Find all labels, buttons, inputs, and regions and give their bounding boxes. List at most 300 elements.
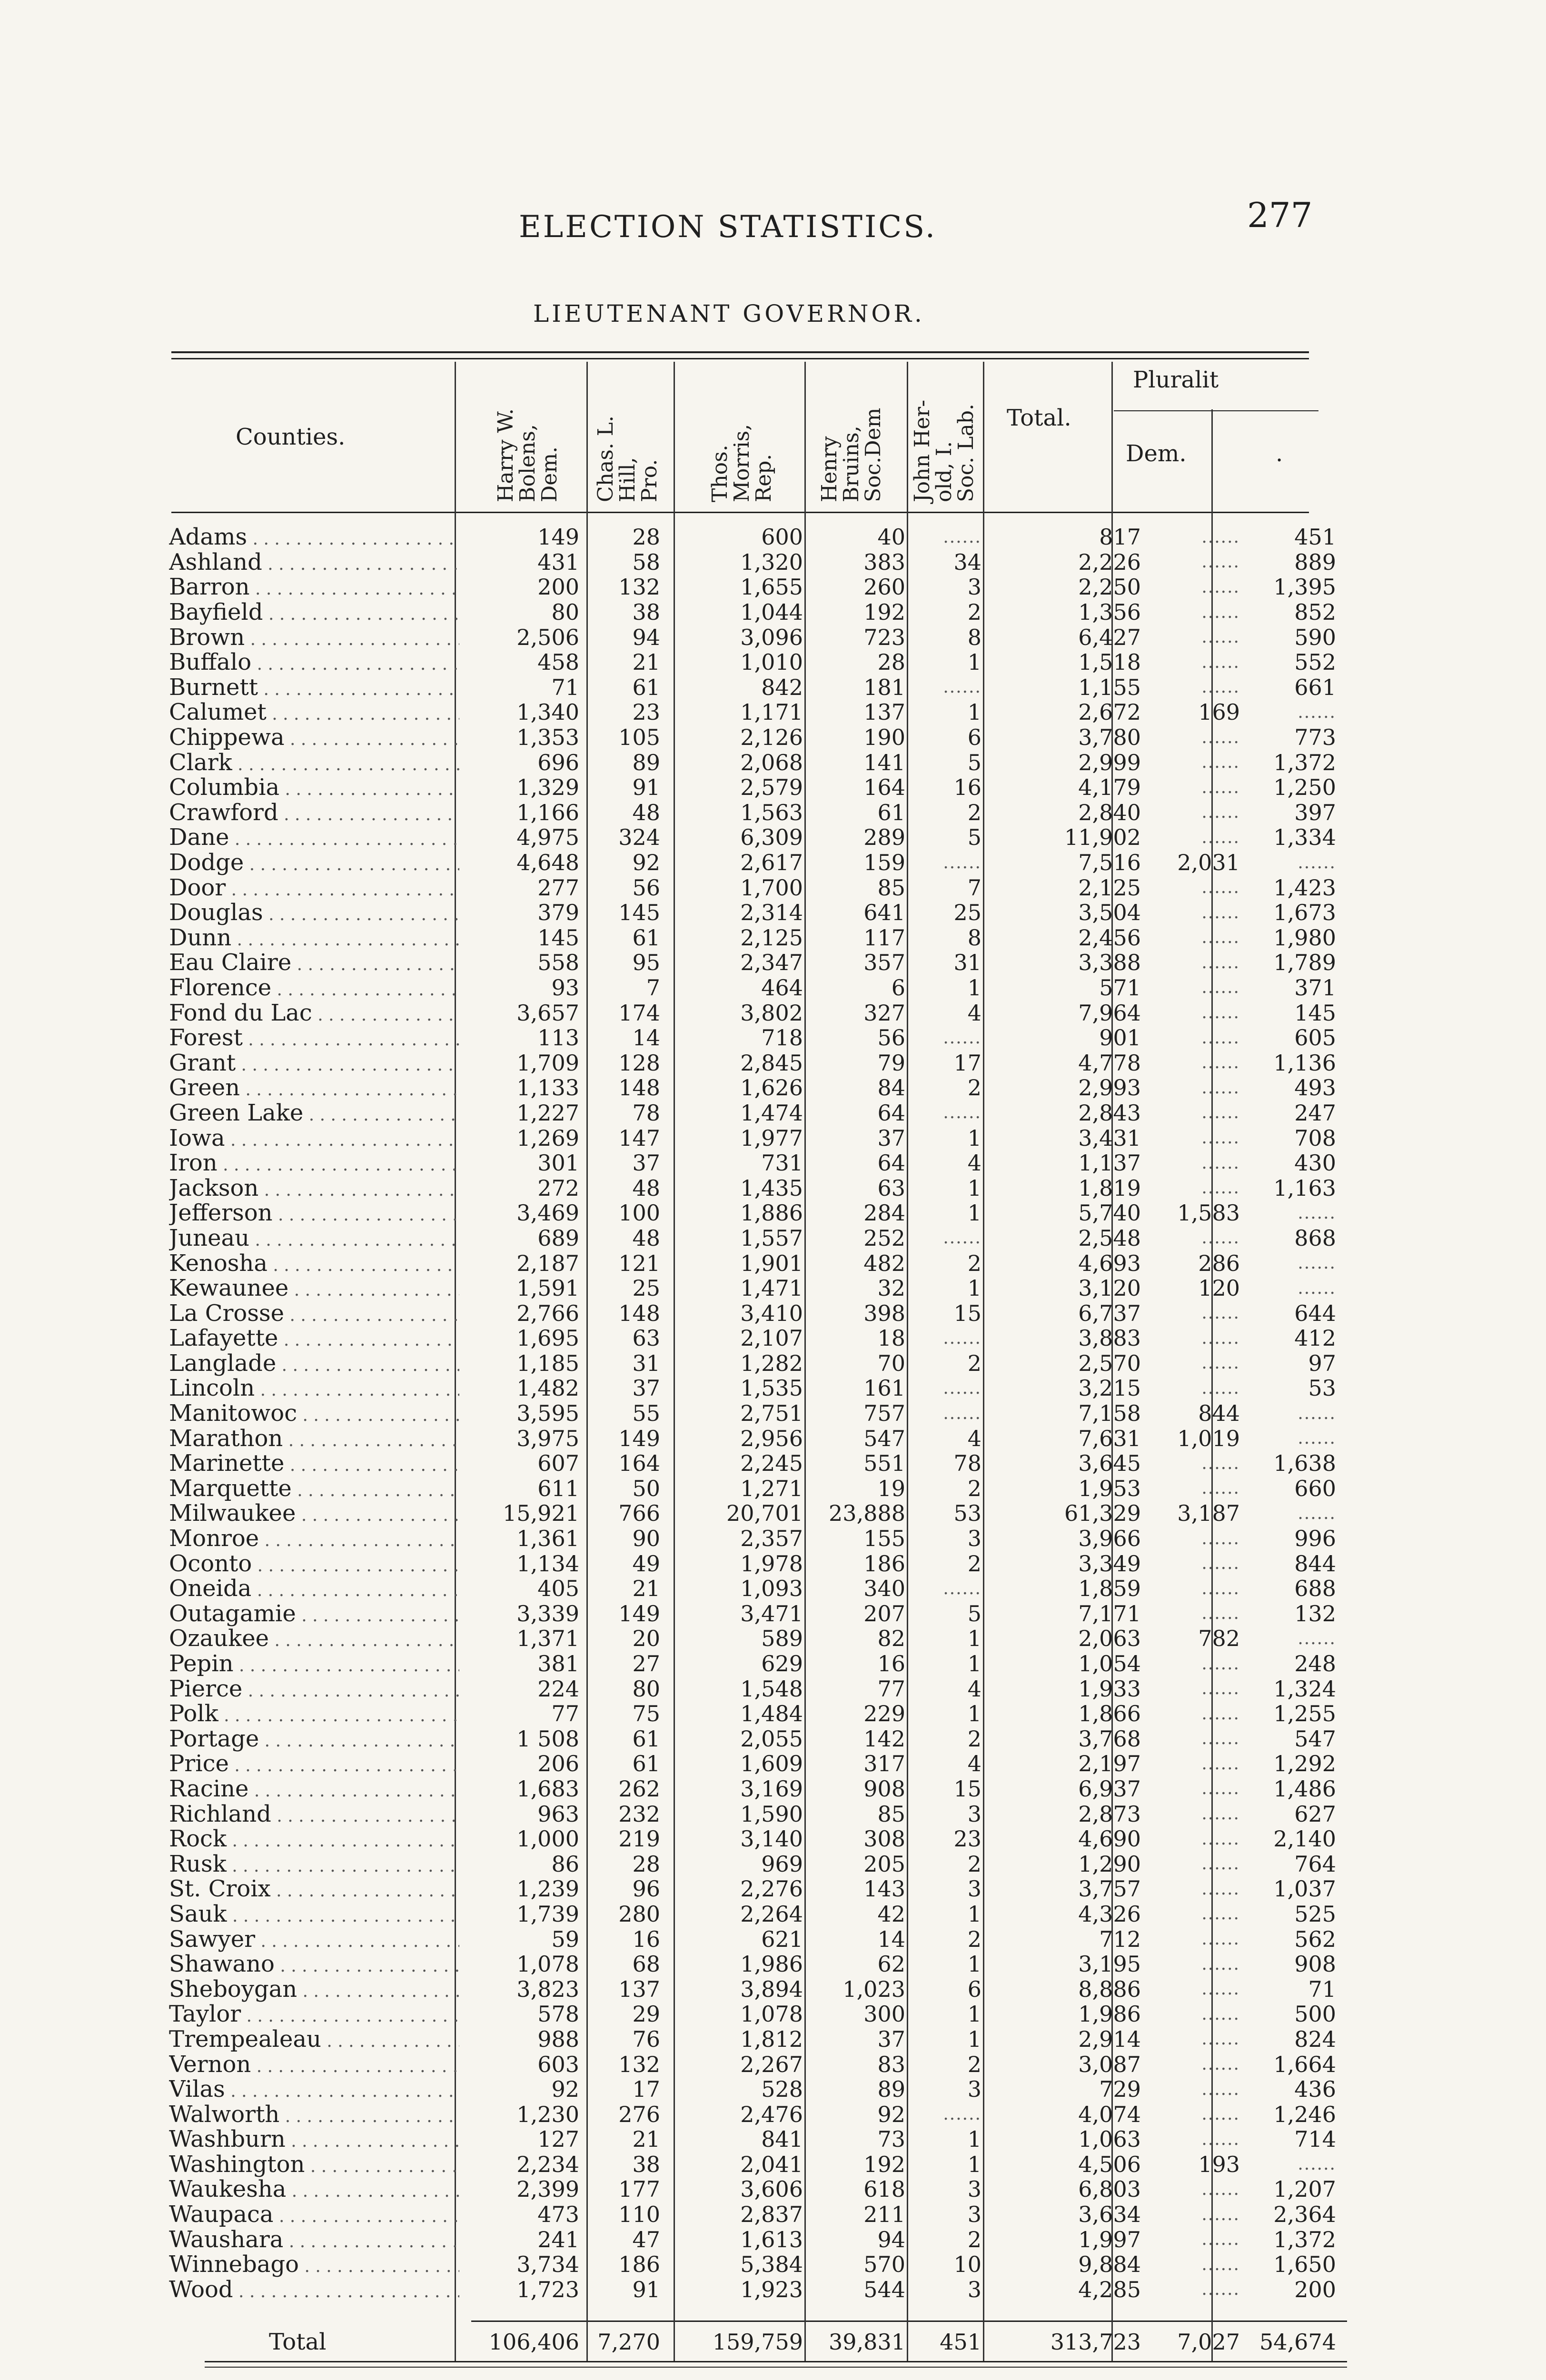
cell-morris: 1,901 [740, 1250, 803, 1276]
cell-hill: 174 [618, 1000, 660, 1026]
cell-rep: 844 [1294, 1550, 1336, 1577]
cell-bruins: 190 [863, 724, 905, 751]
cell-herold: 3 [967, 2202, 981, 2228]
cell-total: 2,125 [1078, 874, 1141, 901]
cell-hill: 49 [632, 1550, 660, 1577]
table-row [169, 1902, 1345, 1927]
cell-total: 2,843 [1078, 1100, 1141, 1126]
cell-morris: 2,041 [740, 2151, 803, 2177]
cell-total: 4,074 [1078, 2101, 1141, 2127]
cell-hill: 37 [632, 1375, 660, 1401]
cell-bruins: 289 [863, 824, 905, 851]
cell-rep: 248 [1294, 1651, 1336, 1677]
cell-hill: 7 [646, 974, 660, 1001]
cell-bolens: 80 [551, 599, 579, 625]
cell-rep: 200 [1294, 2276, 1336, 2302]
cell-bruins: 181 [863, 674, 905, 700]
cell-hill: 324 [618, 824, 660, 851]
cell-hill: 61 [632, 924, 660, 951]
cell-morris: 3,410 [740, 1300, 803, 1326]
cell-bruins: 300 [863, 2001, 905, 2027]
cell-total: 4,285 [1078, 2276, 1141, 2302]
table-row [169, 925, 1345, 951]
cell-herold: 15 [953, 1300, 981, 1326]
cell-morris: 2,276 [740, 1876, 803, 1902]
cell-dem: ...... [1201, 1178, 1240, 1198]
cell-morris: 2,617 [740, 850, 803, 876]
cell-total: 2,456 [1078, 924, 1141, 951]
cell-rep: 660 [1294, 1475, 1336, 1501]
table-row [169, 550, 1345, 575]
cell-bruins: 207 [863, 1600, 905, 1626]
cell-total: 2,570 [1078, 1350, 1141, 1376]
cell-bolens: 15,921 [503, 1500, 579, 1527]
herold-header: John Her- old, I. Soc. Lab. [910, 399, 979, 502]
table-row [169, 1075, 1345, 1101]
cell-dem: 193 [1198, 2151, 1240, 2177]
cell-morris: 621 [761, 1926, 803, 1952]
county-name: Lafayette . . . [169, 1325, 459, 1351]
cell-bruins: 19 [877, 1475, 905, 1501]
county-name: Iron . . . [169, 1150, 459, 1176]
cell-herold: 1 [967, 699, 981, 725]
cell-bolens: 2,187 [516, 1250, 579, 1276]
cell-dem: ...... [1201, 1829, 1240, 1849]
county-name: Washington . . . [169, 2151, 459, 2178]
cell-herold: 3 [967, 574, 981, 600]
cell-herold: 2 [967, 1851, 981, 1877]
cell-herold: 2 [967, 1550, 981, 1577]
cell-herold: ...... [943, 1378, 981, 1398]
county-name: Juneau . . . [169, 1225, 459, 1251]
cell-morris: 2,267 [740, 2051, 803, 2077]
cell-hill: 37 [632, 1150, 660, 1176]
table-row [169, 1050, 1345, 1075]
cell-rep: 1,292 [1273, 1751, 1336, 1777]
cell-herold: 2 [967, 599, 981, 625]
cell-dem: ...... [1201, 1554, 1240, 1574]
cell-hill: 262 [618, 1775, 660, 1802]
cell-total: 1,155 [1078, 674, 1141, 700]
cell-bruins: 211 [863, 2202, 905, 2228]
county-name: Florence . . . [169, 974, 459, 1001]
cell-dem: 844 [1198, 1400, 1240, 1427]
county-name: Sawyer . . . [169, 1926, 459, 1953]
hill-header: Chas. L. Hill, Pro. [594, 416, 662, 502]
cell-bolens: 206 [537, 1751, 579, 1777]
cell-bruins: 56 [877, 1025, 905, 1051]
cell-morris: 2,126 [740, 724, 803, 751]
cell-morris: 1,474 [740, 1100, 803, 1126]
table-row [169, 900, 1345, 925]
cell-bolens: 200 [537, 574, 579, 600]
cell-herold: 6 [967, 1976, 981, 2002]
cell-hill: 61 [632, 1726, 660, 1752]
cell-hill: 148 [618, 1300, 660, 1326]
cell-herold: 2 [967, 1726, 981, 1752]
cell-herold: 1 [967, 1200, 981, 1226]
cell-rep: 1,638 [1273, 1450, 1336, 1477]
cell-dem: ...... [1201, 527, 1240, 547]
cell-herold: 2 [967, 799, 981, 825]
cell-hill: 48 [632, 1225, 660, 1251]
cell-herold: 3 [967, 1801, 981, 1827]
cell-total: 1,953 [1078, 1475, 1141, 1501]
cell-dem: ...... [1201, 803, 1240, 823]
cell-bolens: 272 [537, 1175, 579, 1201]
cell-herold: 1 [967, 1951, 981, 1977]
cell-bolens: 1,739 [516, 1901, 579, 1927]
cell-total: 7,171 [1078, 1600, 1141, 1626]
cell-total: 3,504 [1078, 900, 1141, 926]
cell-morris: 1,044 [740, 599, 803, 625]
cell-bolens: 2,399 [516, 2176, 579, 2202]
cell-total: 6,803 [1078, 2176, 1141, 2202]
cell-rep: 644 [1294, 1300, 1336, 1326]
cell-dem: ...... [1201, 1128, 1240, 1148]
cell-rep: 996 [1294, 1526, 1336, 1552]
county-name: Adams . . . [169, 524, 459, 550]
cell-rep: 708 [1294, 1125, 1336, 1151]
counties-header: Counties. [236, 424, 346, 450]
cell-dem: ...... [1201, 1904, 1240, 1924]
cell-hill: 105 [618, 724, 660, 751]
cell-hill: 177 [618, 2176, 660, 2202]
cell-herold: 1 [967, 1275, 981, 1301]
cell-total: 4,326 [1078, 1901, 1141, 1927]
cell-morris: 1,609 [740, 1751, 803, 1777]
cell-morris: 1,535 [740, 1375, 803, 1401]
cell-bruins: 618 [863, 2176, 905, 2202]
cell-bruins: 64 [877, 1100, 905, 1126]
cell-total: 11,902 [1064, 824, 1141, 851]
table-row [169, 1451, 1345, 1476]
cell-total: 2,548 [1078, 1225, 1141, 1251]
cell-bolens: 1,353 [516, 724, 579, 751]
cell-morris: 1,923 [740, 2276, 803, 2302]
cell-herold: 1 [967, 1175, 981, 1201]
cell-herold: 1 [967, 2026, 981, 2052]
cell-bolens: 3,469 [516, 1200, 579, 1226]
cell-herold: 1 [967, 1626, 981, 1652]
table-row [169, 600, 1345, 625]
cell-hill: 137 [618, 1976, 660, 2002]
cell-dem: ...... [1201, 777, 1240, 797]
cell-bruins: 70 [877, 1350, 905, 1376]
cell-bolens: 1,185 [516, 1350, 579, 1376]
table-row [169, 1276, 1345, 1301]
cell-hill: 186 [618, 2251, 660, 2278]
cell-morris: 1,078 [740, 2001, 803, 2027]
table-row [169, 700, 1345, 725]
table-row [169, 825, 1345, 850]
cell-dem: ...... [1201, 1804, 1240, 1824]
cell-rep: 714 [1294, 2126, 1336, 2152]
county-name: Sheboygan . . . [169, 1976, 459, 2003]
cell-herold: 8 [967, 624, 981, 650]
county-name: Vilas . . . [169, 2076, 459, 2102]
totals-dem: 7,027 [1177, 2329, 1240, 2355]
cell-morris: 1,655 [740, 574, 803, 600]
cell-total: 7,516 [1078, 850, 1141, 876]
cell-bolens: 1,000 [516, 1826, 579, 1852]
cell-morris: 1,320 [740, 549, 803, 575]
county-name: St. Croix . . . [169, 1875, 459, 1902]
cell-herold: 5 [967, 824, 981, 851]
cell-bolens: 1,723 [516, 2276, 579, 2302]
table-row [169, 1626, 1345, 1651]
cell-dem: ...... [1201, 2254, 1240, 2274]
cell-bolens: 224 [537, 1676, 579, 1702]
county-name: Pepin . . . [169, 1650, 459, 1677]
cell-total: 6,937 [1078, 1775, 1141, 1802]
cell-bolens: 1,227 [516, 1100, 579, 1126]
totals-row [169, 2328, 1345, 2356]
cell-morris: 1,557 [740, 1225, 803, 1251]
cell-bruins: 84 [877, 1075, 905, 1101]
cell-hill: 47 [632, 2226, 660, 2252]
cell-morris: 2,751 [740, 1400, 803, 1427]
cell-herold: 2 [967, 1250, 981, 1276]
cell-dem: ...... [1201, 753, 1240, 773]
cell-morris: 1,590 [740, 1801, 803, 1827]
cell-total: 1,137 [1078, 1150, 1141, 1176]
cell-herold: 4 [967, 1751, 981, 1777]
cell-herold: 7 [967, 874, 981, 901]
cell-herold: 23 [953, 1826, 981, 1852]
cell-hill: 58 [632, 549, 660, 575]
cell-morris: 1,484 [740, 1701, 803, 1727]
cell-total: 5,740 [1078, 1200, 1141, 1226]
table-row [169, 2102, 1345, 2127]
cell-bruins: 73 [877, 2126, 905, 2152]
cell-rep: ...... [1298, 853, 1336, 873]
county-name: Jackson . . . [169, 1175, 459, 1201]
cell-morris: 842 [761, 674, 803, 700]
county-name: Forest . . . [169, 1024, 459, 1051]
cell-hill: 63 [632, 1325, 660, 1351]
cell-bolens: 1,239 [516, 1876, 579, 1902]
county-name: Waupaca . . . [169, 2201, 459, 2228]
cell-hill: 50 [632, 1475, 660, 1501]
cell-rep: ...... [1298, 1253, 1336, 1273]
cell-hill: 17 [632, 2076, 660, 2102]
table-row [169, 750, 1345, 775]
cell-total: 3,780 [1078, 724, 1141, 751]
table-row [169, 1876, 1345, 1902]
cell-dem: ...... [1201, 1228, 1240, 1248]
cell-bolens: 149 [537, 524, 579, 550]
county-name: Marathon . . . [169, 1425, 459, 1452]
cell-morris: 1,977 [740, 1125, 803, 1151]
table-row [169, 2077, 1345, 2102]
table-row [169, 1000, 1345, 1025]
cell-morris: 2,837 [740, 2202, 803, 2228]
cell-total: 3,349 [1078, 1550, 1141, 1577]
cell-rep: 412 [1294, 1325, 1336, 1351]
county-name: Kewaunee . . . [169, 1275, 459, 1301]
cell-morris: 1,986 [740, 1951, 803, 1977]
cell-morris: 2,245 [740, 1450, 803, 1477]
cell-hill: 31 [632, 1350, 660, 1376]
table-row [169, 1125, 1345, 1150]
cell-herold: 3 [967, 2076, 981, 2102]
cell-dem: ...... [1201, 1003, 1240, 1023]
cell-dem: ...... [1201, 1654, 1240, 1674]
cell-dem: 286 [1198, 1250, 1240, 1276]
cell-herold: 1 [967, 1901, 981, 1927]
cell-herold: 17 [953, 1050, 981, 1076]
cell-hill: 147 [618, 1125, 660, 1151]
table-row [169, 1952, 1345, 1977]
cell-morris: 1,978 [740, 1550, 803, 1577]
cell-dem: 120 [1198, 1275, 1240, 1301]
table-row [169, 850, 1345, 875]
cell-bruins: 18 [877, 1325, 905, 1351]
cell-herold: 5 [967, 1600, 981, 1626]
county-name: Calumet . . . [169, 699, 459, 725]
county-name: Dunn . . . [169, 924, 459, 951]
cell-rep: 71 [1308, 1976, 1336, 2002]
table-row [169, 1401, 1345, 1426]
cell-bruins: 37 [877, 2026, 905, 2052]
cell-bruins: 117 [863, 924, 905, 951]
cell-rep: ...... [1298, 702, 1336, 722]
cell-dem: ...... [1201, 552, 1240, 572]
cell-bruins: 551 [863, 1450, 905, 1477]
table-row [169, 1101, 1345, 1126]
cell-herold: 1 [967, 1701, 981, 1727]
cell-rep: 97 [1308, 1350, 1336, 1376]
cell-hill: 128 [618, 1050, 660, 1076]
cell-total: 4,506 [1078, 2151, 1141, 2177]
cell-rep: 2,364 [1273, 2202, 1336, 2228]
table-row [169, 1526, 1345, 1551]
cell-rep: 1,324 [1273, 1676, 1336, 1702]
cell-dem: ...... [1201, 1053, 1240, 1073]
cell-bolens: 145 [537, 924, 579, 951]
county-name: Pierce . . . [169, 1676, 459, 1702]
county-name: Portage . . . [169, 1726, 459, 1752]
cell-hill: 28 [632, 1851, 660, 1877]
cell-hill: 95 [632, 950, 660, 976]
cell-rep: 661 [1294, 674, 1336, 700]
table-row [169, 725, 1345, 750]
county-name: Washburn . . . [169, 2126, 459, 2152]
cell-rep: 493 [1294, 1075, 1336, 1101]
cell-total: 2,672 [1078, 699, 1141, 725]
county-name: Shawano . . . [169, 1951, 459, 1977]
cell-bruins: 143 [863, 1876, 905, 1902]
cell-total: 571 [1099, 974, 1141, 1001]
cell-bruins: 64 [877, 1150, 905, 1176]
table-row [169, 1200, 1345, 1226]
cell-total: 7,964 [1078, 1000, 1141, 1026]
cell-bruins: 85 [877, 1801, 905, 1827]
county-name: Kenosha . . . [169, 1250, 459, 1277]
totals-top-rule [471, 2320, 1347, 2322]
cell-rep: ...... [1298, 1278, 1336, 1298]
cell-total: 3,120 [1078, 1275, 1141, 1301]
cell-rep: 1,246 [1273, 2101, 1336, 2127]
cell-bolens: 1,166 [516, 799, 579, 825]
table-row [169, 625, 1345, 650]
cell-dem: ...... [1201, 2054, 1240, 2074]
cell-dem: ...... [1201, 1604, 1240, 1624]
rep-plurality-header: . [1276, 440, 1283, 467]
cell-dem: ...... [1201, 1578, 1240, 1598]
table-row [169, 1226, 1345, 1251]
cell-dem: 782 [1198, 1626, 1240, 1652]
cell-hill: 164 [618, 1450, 660, 1477]
cell-bruins: 260 [863, 574, 905, 600]
cell-dem: ...... [1201, 727, 1240, 747]
cell-total: 817 [1099, 524, 1141, 550]
cell-dem: 3,187 [1177, 1500, 1240, 1527]
cell-hill: 132 [618, 2051, 660, 2077]
cell-total: 2,840 [1078, 799, 1141, 825]
cell-bruins: 61 [877, 799, 905, 825]
county-name: Brown . . . [169, 624, 459, 651]
cell-hill: 21 [632, 2126, 660, 2152]
table-row [169, 1926, 1345, 1952]
cell-total: 2,914 [1078, 2026, 1141, 2052]
table-row [169, 1376, 1345, 1401]
table-row [169, 975, 1345, 1001]
cell-rep: 53 [1308, 1375, 1336, 1401]
county-name: Douglas . . . [169, 899, 459, 926]
cell-bruins: 383 [863, 549, 905, 575]
cell-rep: ...... [1298, 1628, 1336, 1648]
cell-hill: 110 [618, 2202, 660, 2228]
county-name: Clark . . . [169, 749, 459, 776]
county-name: Richland . . . [169, 1801, 459, 1827]
table-row [169, 675, 1345, 700]
cell-bolens: 2,766 [516, 1300, 579, 1326]
cell-rep: ...... [1298, 1403, 1336, 1423]
cell-herold: ...... [943, 2104, 981, 2124]
cell-total: 901 [1099, 1025, 1141, 1051]
cell-morris: 1,626 [740, 1075, 803, 1101]
table-row [169, 1801, 1345, 1826]
cell-total: 3,087 [1078, 2051, 1141, 2077]
table-row [169, 2152, 1345, 2177]
cell-dem: ...... [1201, 1028, 1240, 1048]
totals-label: Total [269, 2329, 327, 2355]
cell-total: 1,933 [1078, 1676, 1141, 1702]
cell-herold: 4 [967, 1676, 981, 1702]
cell-rep: ...... [1298, 1428, 1336, 1448]
cell-herold: 4 [967, 1150, 981, 1176]
cell-rep: 552 [1294, 649, 1336, 675]
cell-herold: 31 [953, 950, 981, 976]
table-top-rule-2 [171, 358, 1309, 359]
cell-hill: 27 [632, 1651, 660, 1677]
cell-dem: ...... [1201, 2129, 1240, 2149]
cell-total: 3,388 [1078, 950, 1141, 976]
county-name: Buffalo . . . [169, 649, 459, 675]
table-row [169, 2177, 1345, 2202]
county-name: Winnebago . . . [169, 2251, 459, 2278]
cell-hill: 16 [632, 1926, 660, 1952]
cell-total: 4,690 [1078, 1826, 1141, 1852]
cell-bolens: 1,269 [516, 1125, 579, 1151]
cell-hill: 61 [632, 674, 660, 700]
cell-rep: 525 [1294, 1901, 1336, 1927]
cell-morris: 2,845 [740, 1050, 803, 1076]
cell-hill: 76 [632, 2026, 660, 2052]
cell-dem: ...... [1201, 1153, 1240, 1173]
